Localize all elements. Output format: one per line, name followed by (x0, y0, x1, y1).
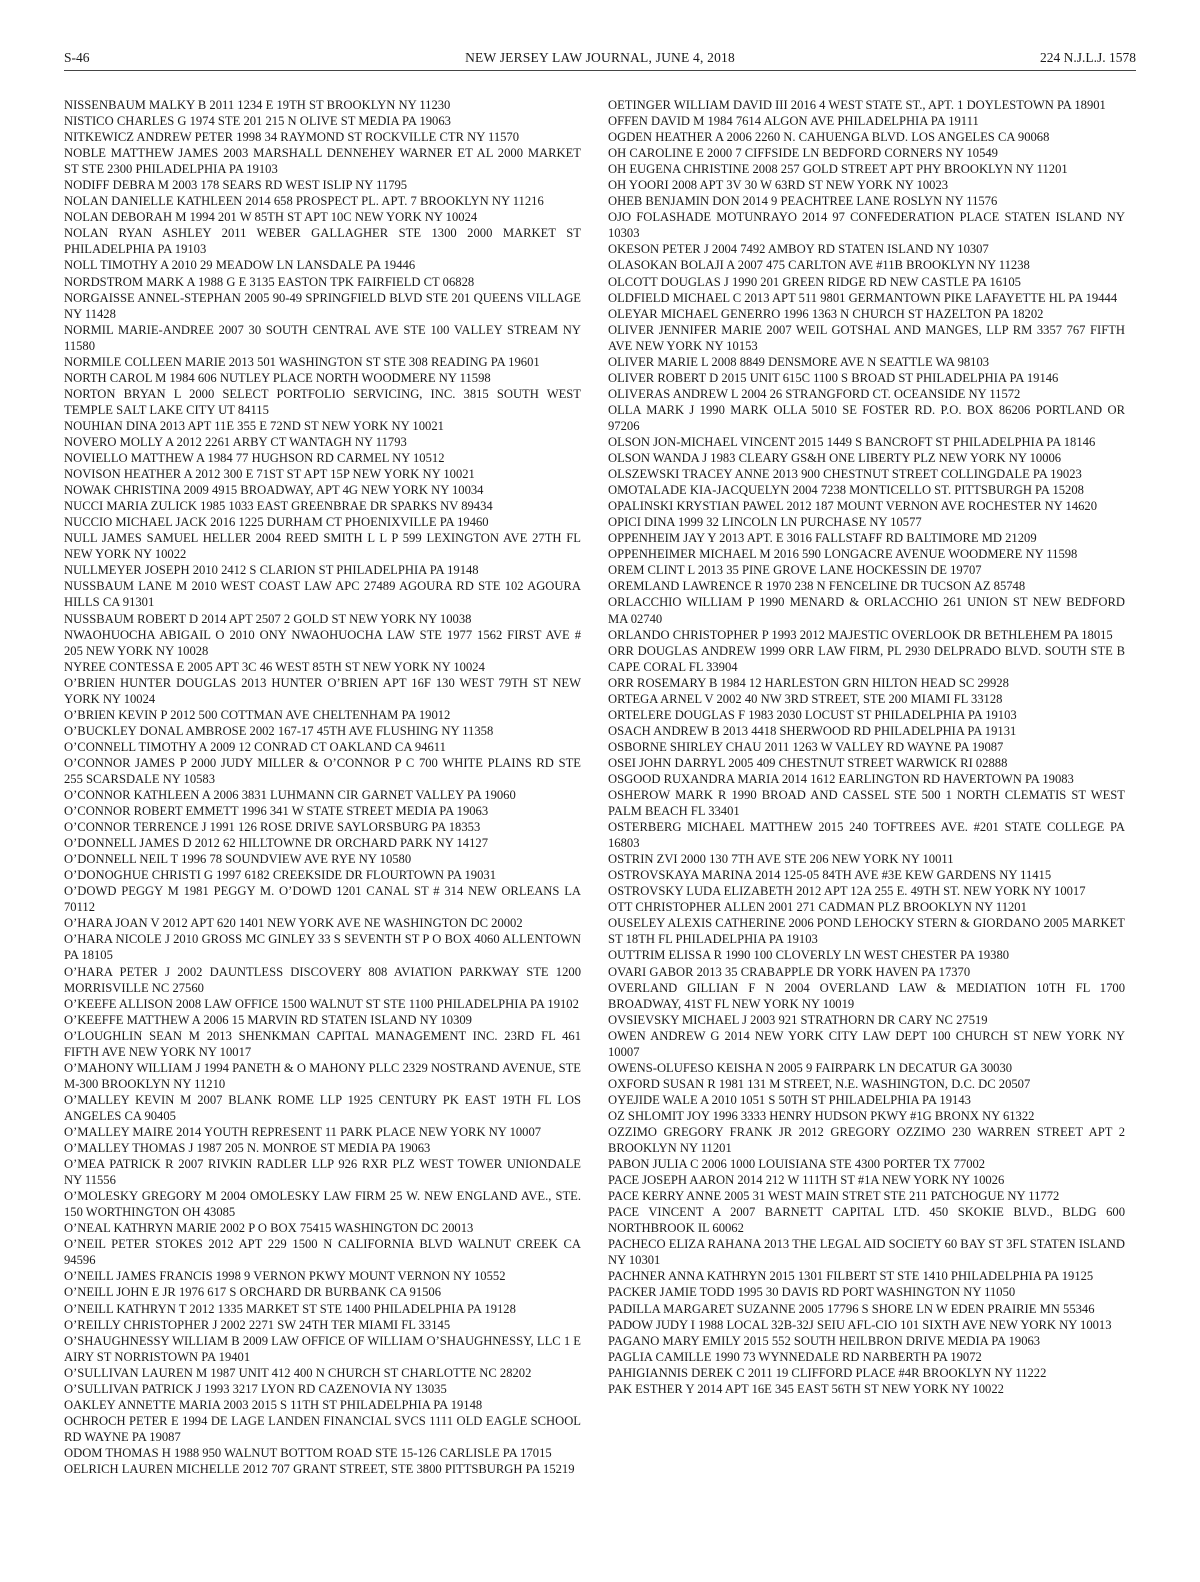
publication-title: NEW JERSEY LAW JOURNAL, JUNE 4, 2018 (465, 50, 735, 65)
attorney-entry: NORMILE COLLEEN MARIE 2013 501 WASHINGTON ST STE 308 READING PA 19601 (64, 354, 540, 369)
attorney-entry: OETINGER WILLIAM DAVID III 2016 4 WEST STATE ST., APT. 1 DOYLESTOWN PA 18901 (608, 98, 1106, 112)
attorney-entry: NITKEWICZ ANDREW PETER 1998 34 RAYMOND ST ROCKVILLE CTR NY 11570 (64, 130, 520, 145)
attorney-entry: OLSZEWSKI TRACEY ANNE 2013 900 CHESTNUT STREET COLLINGDALE PA 19023 (608, 467, 1082, 482)
attorney-entry: NORGAISSE ANNEL-STEPHAN 2005 90-49 SPRINGFIELD BLVD STE 201 QUEENS VILLAGE NY 11428 (64, 290, 581, 321)
attorney-entry: OLDFIELD MICHAEL C 2013 APT 511 9801 GERMANTOWN PIKE LAFAYETTE HL PA 19444 (608, 290, 1118, 305)
attorney-entry: OWEN ANDREW G 2014 NEW YORK CITY LAW DEPT 100 CHURCH ST NEW YORK NY 10007 (608, 1028, 1125, 1059)
attorney-entry: ORTEGA ARNEL V 2002 40 NW 3RD STREET, STE 200 MIAMI FL 33128 (608, 691, 1003, 706)
attorney-entry: O’NEILL JAMES FRANCIS 1998 9 VERNON PKWY MOUNT VERNON NY 10552 (64, 1269, 506, 1284)
attorney-entry: OWENS-OLUFESO KEISHA N 2005 9 FAIRPARK LN DECATUR GA 30030 (608, 1060, 1013, 1075)
attorney-entry: OPPENHEIM JAY Y 2013 APT. E 3016 FALLSTAFF RD BALTIMORE MD 21209 (608, 531, 1037, 546)
attorney-entry: PACKER JAMIE TODD 1995 30 DAVIS RD PORT WASHINGTON NY 11050 (608, 1285, 1016, 1300)
attorney-entry: OLLA MARK J 1990 MARK OLLA 5010 SE FOSTER RD. P.O. BOX 86206 PORTLAND OR 97206 (608, 402, 1125, 433)
attorney-entry: O’MALLEY KEVIN M 2007 BLANK ROME LLP 1925 CENTURY PK EAST 19TH FL LOS ANGELES CA 90405 (64, 1092, 581, 1123)
attorney-entry: NOLAN RYAN ASHLEY 2011 WEBER GALLAGHER STE 1300 2000 MARKET ST PHILADELPHIA PA 19103 (64, 226, 581, 257)
attorney-entry: NULL JAMES SAMUEL HELLER 2004 REED SMITH L L P 599 LEXINGTON AVE 27TH FL NEW YORK NY 10022 (64, 531, 581, 562)
attorney-entry: O’MAHONY WILLIAM J 1994 PANETH & O MAHONY PLLC 2329 NOSTRAND AVENUE, STE M-300 BROOKLYN NY 11210 (64, 1060, 581, 1091)
attorney-entry: O’DONNELL NEIL T 1996 78 SOUNDVIEW AVE RYE NY 10580 (64, 852, 412, 867)
attorney-entry: OGDEN HEATHER A 2006 2260 N. CAHUENGA BLVD. LOS ANGELES CA 90068 (608, 130, 1050, 145)
attorney-entry: NOVISON HEATHER A 2012 300 E 71ST ST APT 15P NEW YORK NY 10021 (64, 467, 475, 482)
attorney-entry: O’CONNOR KATHLEEN A 2006 3831 LUHMANN CIR GARNET VALLEY PA 19060 (64, 788, 516, 803)
attorney-entry: PAHIGIANNIS DEREK C 2011 19 CLIFFORD PLACE #4R BROOKLYN NY 11222 (608, 1365, 1047, 1380)
attorney-entry: PACE VINCENT A 2007 BARNETT CAPITAL LTD. 450 SKOKIE BLVD., BLDG 600 NORTHBROOK IL 60062 (608, 1205, 1125, 1236)
attorney-entry: OSTERBERG MICHAEL MATTHEW 2015 240 TOFTREES AVE. #201 STATE COLLEGE PA 16803 (608, 820, 1125, 851)
attorney-entry: ODOM THOMAS H 1988 950 WALNUT BOTTOM ROAD STE 15-126 CARLISLE PA 17015 (64, 1445, 552, 1460)
attorney-entry: NORTH CAROL M 1984 606 NUTLEY PLACE NORTH WOODMERE NY 11598 (64, 370, 491, 385)
attorney-entry: NOBLE MATTHEW JAMES 2003 MARSHALL DENNEHEY WARNER ET AL 2000 MARKET ST STE 2300 PHILADELPHIA PA 19103 (64, 146, 581, 177)
attorney-entry: OSEI JOHN DARRYL 2005 409 CHESTNUT STREET WARWICK RI 02888 (608, 755, 1008, 770)
attorney-entry: PAGANO MARY EMILY 2015 552 SOUTH HEILBRON DRIVE MEDIA PA 19063 (608, 1333, 1041, 1348)
attorney-entry: O’MALLEY THOMAS J 1987 205 N. MONROE ST MEDIA PA 19063 (64, 1141, 431, 1156)
attorney-entry: ORLANDO CHRISTOPHER P 1993 2012 MAJESTIC OVERLOOK DR BETHLEHEM PA 18015 (608, 627, 1113, 642)
attorney-entry: OSGOOD RUXANDRA MARIA 2014 1612 EARLINGTON RD HAVERTOWN PA 19083 (608, 771, 1074, 786)
attorney-entry: O’CONNOR JAMES P 2000 JUDY MILLER & O’CONNOR P C 700 WHITE PLAINS RD STE 255 SCARSDALE NY 10583 (64, 755, 581, 786)
attorney-entry: O’HARA PETER J 2002 DAUNTLESS DISCOVERY 808 AVIATION PARKWAY STE 1200 MORRISVILLE NC 27560 (64, 964, 581, 995)
attorney-entry: O’MEA PATRICK R 2007 RIVKIN RADLER LLP 926 RXR PLZ WEST TOWER UNIONDALE NY 11556 (64, 1157, 581, 1188)
citation: 224 N.J.L.J. 1578 (1039, 50, 1136, 65)
attorney-entry: O’REILLY CHRISTOPHER J 2002 2271 SW 24TH TER MIAMI FL 33145 (64, 1317, 451, 1332)
attorney-entry: OSTROVSKAYA MARINA 2014 125-05 84TH AVE #3E KEW GARDENS NY 11415 (608, 868, 1052, 883)
attorney-entry: PAGLIA CAMILLE 1990 73 WYNNEDALE RD NARBERTH PA 19072 (608, 1349, 982, 1364)
page-number: S-46 (64, 50, 90, 65)
attorney-entry: OFFEN DAVID M 1984 7614 ALGON AVE PHILADELPHIA PA 19111 (608, 114, 979, 129)
attorney-entry: NORMIL MARIE-ANDREE 2007 30 SOUTH CENTRAL AVE STE 100 VALLEY STREAM NY 11580 (64, 322, 581, 353)
attorney-entry: OVARI GABOR 2013 35 CRABAPPLE DR YORK HAVEN PA 17370 (608, 964, 971, 979)
attorney-entry: O’CONNOR ROBERT EMMETT 1996 341 W STATE STREET MEDIA PA 19063 (64, 804, 489, 819)
attorney-entry: OYEJIDE WALE A 2010 1051 S 50TH ST PHILADELPHIA PA 19143 (608, 1092, 971, 1107)
attorney-entry: OLASOKAN BOLAJI A 2007 475 CARLTON AVE #11B BROOKLYN NY 11238 (608, 258, 1030, 273)
attorney-entry: O’KEEFE ALLISON 2008 LAW OFFICE 1500 WALNUT ST STE 1100 PHILADELPHIA PA 19102 (64, 996, 579, 1011)
attorney-entry: NYREE CONTESSA E 2005 APT 3C 46 WEST 85TH ST NEW YORK NY 10024 (64, 659, 485, 674)
attorney-entry: OPICI DINA 1999 32 LINCOLN LN PURCHASE NY 10577 (608, 515, 922, 530)
attorney-entry: ORLACCHIO WILLIAM P 1990 MENARD & ORLACCHIO 261 UNION ST NEW BEDFORD MA 02740 (608, 595, 1125, 626)
attorney-entry: O’NEIL PETER STOKES 2012 APT 229 1500 N CALIFORNIA BLVD WALNUT CREEK CA 94596 (64, 1237, 581, 1268)
attorney-entry: PACE JOSEPH AARON 2014 212 W 111TH ST #1A NEW YORK NY 10026 (608, 1173, 1005, 1188)
attorney-entry: OJO FOLASHADE MOTUNRAYO 2014 97 CONFEDERATION PLACE STATEN ISLAND NY 10303 (608, 210, 1125, 241)
attorney-entry: PAK ESTHER Y 2014 APT 16E 345 EAST 56TH ST NEW YORK NY 10022 (608, 1381, 1004, 1396)
right-column (608, 97, 1125, 1397)
attorney-entry: PADILLA MARGARET SUZANNE 2005 17796 S SHORE LN W EDEN PRAIRIE MN 55346 (608, 1301, 1095, 1316)
attorney-entry: OHEB BENJAMIN DON 2014 9 PEACHTREE LANE ROSLYN NY 11576 (608, 194, 998, 209)
attorney-entry: O’HARA JOAN V 2012 APT 620 1401 NEW YORK AVE NE WASHINGTON DC 20002 (64, 916, 523, 931)
attorney-entry: PABON JULIA C 2006 1000 LOUISIANA STE 4300 PORTER TX 77002 (608, 1157, 986, 1172)
attorney-entry: ORR ROSEMARY B 1984 12 HARLESTON GRN HILTON HEAD SC 29928 (608, 675, 1009, 690)
attorney-entry: NUSSBAUM LANE M 2010 WEST COAST LAW APC 27489 AGOURA RD STE 102 AGOURA HILLS CA 91301 (64, 579, 581, 610)
attorney-entry: OREM CLINT L 2013 35 PINE GROVE LANE HOCKESSIN DE 19707 (608, 563, 982, 578)
attorney-entry: PACHNER ANNA KATHRYN 2015 1301 FILBERT ST STE 1410 PHILADELPHIA PA 19125 (608, 1269, 1094, 1284)
attorney-entry: O’DONNELL JAMES D 2012 62 HILLTOWNE DR ORCHARD PARK NY 14127 (64, 836, 488, 851)
attorney-entry: O’MALLEY MAIRE 2014 YOUTH REPRESENT 11 PARK PLACE NEW YORK NY 10007 (64, 1125, 542, 1139)
attorney-entry: OH YOORI 2008 APT 3V 30 W 63RD ST NEW YORK NY 10023 (608, 178, 949, 193)
attorney-entry: OELRICH LAUREN MICHELLE 2012 707 GRANT STREET, STE 3800 PITTSBURGH PA 15219 (64, 1461, 575, 1476)
attorney-entry: O’LOUGHLIN SEAN M 2013 SHENKMAN CAPITAL MANAGEMENT INC. 23RD FL 461 FIFTH AVE NEW YORK NY 10017 (64, 1028, 581, 1059)
attorney-entry: NISSENBAUM MALKY B 2011 1234 E 19TH ST BROOKLYN NY 11230 (64, 98, 451, 112)
attorney-entry: NORDSTROM MARK A 1988 G E 3135 EASTON TPK FAIRFIELD CT 06828 (64, 274, 475, 289)
attorney-entry: ORTELERE DOUGLAS F 1983 2030 LOCUST ST PHILADELPHIA PA 19103 (608, 707, 1017, 722)
attorney-entry: PADOW JUDY I 1988 LOCAL 32B-32J SEIU AFL-CIO 101 SIXTH AVE NEW YORK NY 10013 (608, 1317, 1112, 1332)
attorney-entry: OCHROCH PETER E 1994 DE LAGE LANDEN FINANCIAL SVCS 1111 OLD EAGLE SCHOOL RD WAYNE PA 19087 (64, 1413, 581, 1444)
attorney-entry: O’KEEFFE MATTHEW A 2006 15 MARVIN RD STATEN ISLAND NY 10309 (64, 1012, 472, 1027)
attorney-entry: OKESON PETER J 2004 7492 AMBOY RD STATEN ISLAND NY 10307 (608, 242, 989, 257)
attorney-entry: NOWAK CHRISTINA 2009 4915 BROADWAY, APT 4G NEW YORK NY 10034 (64, 483, 484, 498)
left-column (64, 97, 581, 1477)
attorney-entry: NOLAN DANIELLE KATHLEEN 2014 658 PROSPECT PL. APT. 7 BROOKLYN NY 11216 (64, 194, 544, 209)
attorney-entry: OLIVER MARIE L 2008 8849 DENSMORE AVE N SEATTLE WA 98103 (608, 354, 990, 369)
attorney-entry: PACHECO ELIZA RAHANA 2013 THE LEGAL AID SOCIETY 60 BAY ST 3FL STATEN ISLAND NY 10301 (608, 1237, 1125, 1268)
attorney-entry: NOVIELLO MATTHEW A 1984 77 HUGHSON RD CARMEL NY 10512 (64, 451, 445, 466)
attorney-entry: NUSSBAUM ROBERT D 2014 APT 2507 2 GOLD ST NEW YORK NY 10038 (64, 611, 472, 626)
attorney-entry: NUCCI MARIA ZULICK 1985 1033 EAST GREENBRAE DR SPARKS NV 89434 (64, 499, 493, 514)
attorney-entry: NUCCIO MICHAEL JACK 2016 1225 DURHAM CT PHOENIXVILLE PA 19460 (64, 515, 489, 530)
attorney-entry: OSACH ANDREW B 2013 4418 SHERWOOD RD PHILADELPHIA PA 19131 (608, 723, 1017, 738)
attorney-entry: O’HARA NICOLE J 2010 GROSS MC GINLEY 33 S SEVENTH ST P O BOX 4060 ALLENTOWN PA 18105 (64, 932, 581, 963)
attorney-entry: OPPENHEIMER MICHAEL M 2016 590 LONGACRE AVENUE WOODMERE NY 11598 (608, 547, 1078, 562)
attorney-entry: OLCOTT DOUGLAS J 1990 201 GREEN RIDGE RD NEW CASTLE PA 16105 (608, 274, 1021, 289)
attorney-entry: NODIFF DEBRA M 2003 178 SEARS RD WEST ISLIP NY 11795 (64, 178, 408, 193)
attorney-entry: OLSON WANDA J 1983 CLEARY GS&H ONE LIBERTY PLZ NEW YORK NY 10006 (608, 451, 1062, 466)
attorney-entry: OLIVER JENNIFER MARIE 2007 WEIL GOTSHAL AND MANGES, LLP RM 3357 767 FIFTH AVE NEW YORK NY 10153 (608, 322, 1125, 353)
attorney-entry: O’SHAUGHNESSY WILLIAM B 2009 LAW OFFICE OF WILLIAM O’SHAUGHNESSY, LLC 1 E AIRY ST NORRISTOWN PA 19401 (64, 1333, 581, 1364)
attorney-entry: OUTTRIM ELISSA R 1990 100 CLOVERLY LN WEST CHESTER PA 19380 (608, 948, 1010, 963)
attorney-entry: OZ SHLOMIT JOY 1996 3333 HENRY HUDSON PKWY #1G BRONX NY 61322 (608, 1108, 1035, 1123)
attorney-entry: OREMLAND LAWRENCE R 1970 238 N FENCELINE DR TUCSON AZ 85748 (608, 579, 1026, 594)
attorney-entry: O’SULLIVAN LAUREN M 1987 UNIT 412 400 N CHURCH ST CHARLOTTE NC 28202 (64, 1365, 532, 1380)
attorney-entry: OAKLEY ANNETTE MARIA 2003 2015 S 11TH ST PHILADELPHIA PA 19148 (64, 1397, 483, 1412)
attorney-entry: OXFORD SUSAN R 1981 131 M STREET, N.E. WASHINGTON, D.C. DC 20507 (608, 1076, 1031, 1091)
attorney-entry: OH EUGENA CHRISTINE 2008 257 GOLD STREET APT PHY BROOKLYN NY 11201 (608, 162, 1068, 177)
attorney-entry: O’DOWD PEGGY M 1981 PEGGY M. O’DOWD 1201 CANAL ST # 314 NEW ORLEANS LA 70112 (64, 884, 581, 915)
attorney-entry: OLEYAR MICHAEL GENERRO 1996 1363 N CHURCH ST HAZELTON PA 18202 (608, 306, 1044, 321)
attorney-entry: O’MOLESKY GREGORY M 2004 OMOLESKY LAW FIRM 25 W. NEW ENGLAND AVE., STE. 150 WORTHINGTON OH 43085 (64, 1189, 581, 1220)
page-header (64, 50, 1136, 71)
attorney-entry: OLSON JON-MICHAEL VINCENT 2015 1449 S BANCROFT ST PHILADELPHIA PA 18146 (608, 434, 1096, 449)
attorney-entry: OTT CHRISTOPHER ALLEN 2001 271 CADMAN PLZ BROOKLYN NY 11201 (608, 900, 1027, 915)
attorney-entry: OSHEROW MARK R 1990 BROAD AND CASSEL STE 500 1 NORTH CLEMATIS ST WEST PALM BEACH FL 33401 (608, 788, 1125, 819)
attorney-entry: NOLAN DEBORAH M 1994 201 W 85TH ST APT 10C NEW YORK NY 10024 (64, 210, 478, 225)
attorney-entry: OVERLAND GILLIAN F N 2004 OVERLAND LAW & MEDIATION 10TH FL 1700 BROADWAY, 41ST FL NEW YORK NY 10019 (608, 980, 1125, 1011)
attorney-entry: O’DONOGHUE CHRISTI G 1997 6182 CREEKSIDE DR FLOURTOWN PA 19031 (64, 868, 496, 883)
attorney-entry: O’CONNOR TERRENCE J 1991 126 ROSE DRIVE SAYLORSBURG PA 18353 (64, 820, 481, 835)
attorney-entry: ORR DOUGLAS ANDREW 1999 ORR LAW FIRM, PL 2930 DELPRADO BLVD. SOUTH STE B CAPE CORAL FL 33904 (608, 643, 1125, 674)
attorney-entry: O’NEILL KATHRYN T 2012 1335 MARKET ST STE 1400 PHILADELPHIA PA 19128 (64, 1301, 516, 1316)
attorney-entry: NISTICO CHARLES G 1974 STE 201 215 N OLIVE ST MEDIA PA 19063 (64, 114, 451, 129)
attorney-entry: OLIVERAS ANDREW L 2004 26 STRANGFORD CT. OCEANSIDE NY 11572 (608, 386, 1021, 401)
attorney-entry: OVSIEVSKY MICHAEL J 2003 921 STRATHORN DR CARY NC 27519 (608, 1012, 988, 1027)
attorney-entry: OSTROVSKY LUDA ELIZABETH 2012 APT 12A 255 E. 49TH ST. NEW YORK NY 10017 (608, 884, 1086, 899)
attorney-entry: O’NEAL KATHRYN MARIE 2002 P O BOX 75415 WASHINGTON DC 20013 (64, 1221, 474, 1236)
attorney-entry: O’CONNELL TIMOTHY A 2009 12 CONRAD CT OAKLAND CA 94611 (64, 739, 446, 754)
attorney-entry: NOUHIAN DINA 2013 APT 11E 355 E 72ND ST NEW YORK NY 10021 (64, 418, 444, 433)
attorney-entry: O’BRIEN KEVIN P 2012 500 COTTMAN AVE CHELTENHAM PA 19012 (64, 707, 451, 722)
attorney-entry: NORTON BRYAN L 2000 SELECT PORTFOLIO SERVICING, INC. 3815 SOUTH WEST TEMPLE SALT LAKE CITY UT 84115 (64, 386, 581, 417)
attorney-entry: O’BUCKLEY DONAL AMBROSE 2002 167-17 45TH AVE FLUSHING NY 11358 (64, 723, 494, 738)
attorney-entry: OLIVER ROBERT D 2015 UNIT 615C 1100 S BROAD ST PHILADELPHIA PA 19146 (608, 370, 1059, 385)
attorney-entry: PACE KERRY ANNE 2005 31 WEST MAIN STRET STE 211 PATCHOGUE NY 11772 (608, 1189, 1060, 1204)
attorney-entry: OH CAROLINE E 2000 7 CIFFSIDE LN BEDFORD CORNERS NY 10549 (608, 146, 998, 161)
attorney-entry: O’BRIEN HUNTER DOUGLAS 2013 HUNTER O’BRIEN APT 16F 130 WEST 79TH ST NEW YORK NY 10024 (64, 675, 581, 706)
attorney-entry: O’SULLIVAN PATRICK J 1993 3217 LYON RD CAZENOVIA NY 13035 (64, 1381, 447, 1396)
attorney-entry: OUSELEY ALEXIS CATHERINE 2006 POND LEHOCKY STERN & GIORDANO 2005 MARKET ST 18TH FL PHILADELPHIA PA 19103 (608, 916, 1125, 947)
attorney-entry: OSBORNE SHIRLEY CHAU 2011 1263 W VALLEY RD WAYNE PA 19087 (608, 739, 1004, 754)
attorney-entry: OMOTALADE KIA-JACQUELYN 2004 7238 MONTICELLO ST. PITTSBURGH PA 15208 (608, 483, 1084, 498)
attorney-entry: OZZIMO GREGORY FRANK JR 2012 GREGORY OZZIMO 230 WARREN STREET APT 2 BROOKLYN NY 11201 (608, 1125, 1125, 1156)
attorney-entry: OSTRIN ZVI 2000 130 7TH AVE STE 206 NEW YORK NY 10011 (608, 852, 954, 867)
attorney-entry: NWAOHUOCHA ABIGAIL O 2010 ONY NWAOHUOCHA LAW STE 1977 1562 FIRST AVE # 205 NEW YORK NY 10028 (64, 627, 581, 658)
attorney-entry: O’NEILL JOHN E JR 1976 617 S ORCHARD DR BURBANK CA 91506 (64, 1285, 442, 1300)
attorney-entry: OPALINSKI KRYSTIAN PAWEL 2012 187 MOUNT VERNON AVE ROCHESTER NY 14620 (608, 499, 1098, 514)
attorney-entry: NOLL TIMOTHY A 2010 29 MEADOW LN LANSDALE PA 19446 (64, 258, 416, 273)
attorney-entry: NULLMEYER JOSEPH 2010 2412 S CLARION ST PHILADELPHIA PA 19148 (64, 563, 479, 578)
attorney-entry: NOVERO MOLLY A 2012 2261 ARBY CT WANTAGH NY 11793 (64, 434, 407, 449)
